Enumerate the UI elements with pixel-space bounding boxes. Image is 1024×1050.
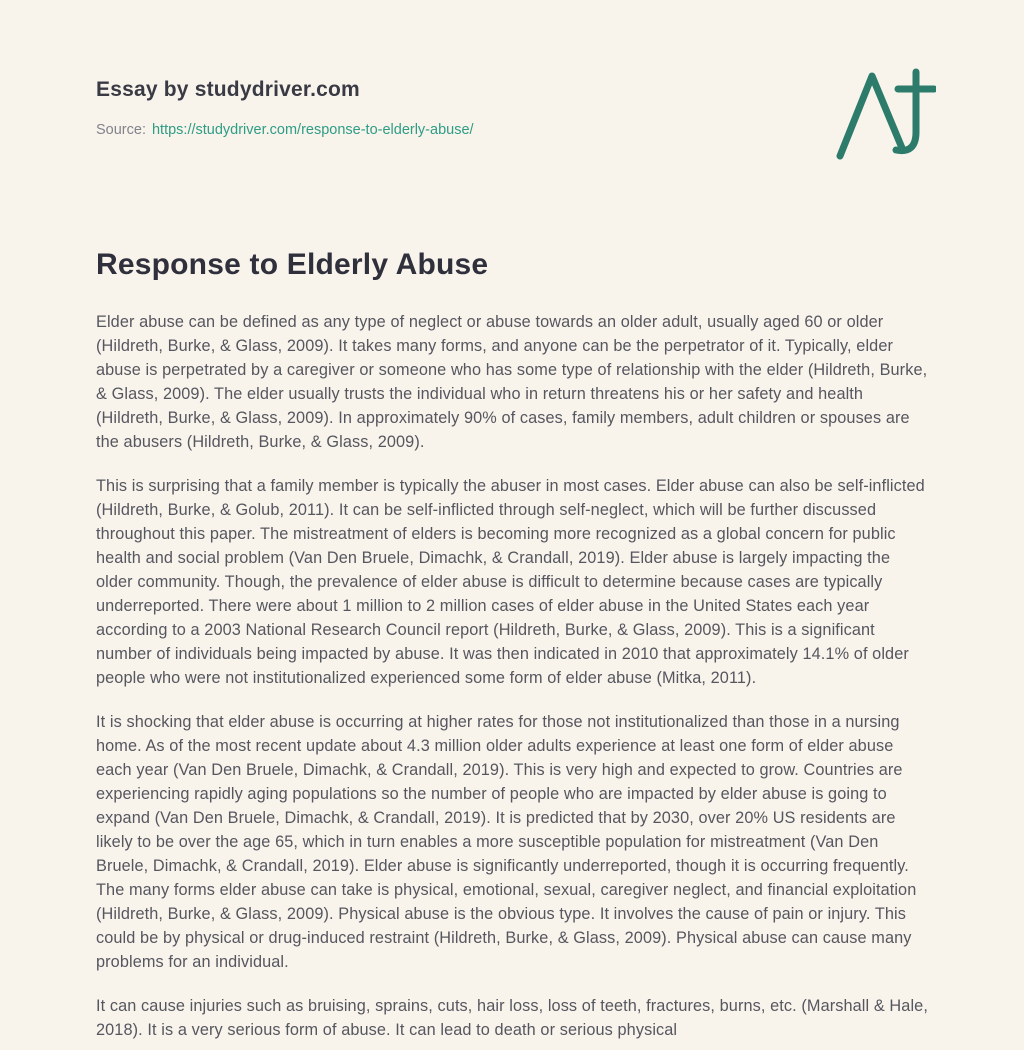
essay-paragraph-3: It is shocking that elder abuse is occurring at higher rates for those not institutionalized than those in a nursing home. As of the most recent update about 4.3 million older adults experience at least one form of elder abuse each year (Van Den Bruele, Dimachk, & Crandall, 2019). This is very high and expected to grow. Countries are experiencing rapidly aging populations so the number of people who are impacted by elder abuse is going to expand (Van Den Bruele, Dimachk, & Crandall, 2019). It is predicted that by 2030, over 20% US residents are likely to be over the age 65, which in turn enables a more susceptible population for mistreatment (Van Den Bruele, Dimachk, & Crandall, 2019). Elder abuse is significantly underreported, though it is occurring frequently. The many forms elder abuse can take is physical, emotional, sexual, caregiver neglect, and financial exploitation (Hildreth, Burke, & Glass, 2009). Physical abuse is the obvious type. It involves the cause of pain or injury. This could be by physical or drug-induced restraint (Hildreth, Burke, & Glass, 2009). Physical abuse can cause many problems for an individual. (96, 713, 917, 971)
source-label: Source: (96, 122, 146, 138)
essay-byline: Essay by studydriver.com (96, 78, 360, 101)
source-line (96, 122, 928, 138)
essay-paragraph-4: It can cause injuries such as bruising, sprains, cuts, hair loss, loss of teeth, fractures, burns, etc. (Marshall & Hale, 2018). It is a very serious form of abuse. It can lead to death or serious physical (96, 997, 928, 1039)
studydriver-logo[interactable] (826, 64, 936, 164)
essay-paragraph-2: This is surprising that a family member is typically the abuser in most cases. Elder abuse can also be self-inflicted (Hildreth, Burke, & Golub, 2011). It can be self-inflicted through self-neglect, which will be further discussed throughout this paper. The mistreatment of elders is becoming more recognized as a global concern for public health and social problem (Van Den Bruele, Dimachk, & Crandall, 2019). Elder abuse is largely impacting the older community. Though, the prevalence of elder abuse is difficult to determine because cases are typically underreported. There were about 1 million to 2 million cases of elder abuse in the United States each year according to a 2003 National Research Council report (Hildreth, Burke, & Glass, 2009). This is a significant number of individuals being impacted by abuse. It was then indicated in 2010 that approximately 14.1% of older people who were not institutionalized experienced some form of elder abuse (Mitka, 2011). (96, 477, 925, 687)
article-body (96, 310, 928, 1042)
essay-paragraph-1: Elder abuse can be defined as any type of neglect or abuse towards an older adult, usually aged 60 or older (Hildreth, Burke, & Glass, 2009). It takes many forms, and anyone can be the perpetrator of it. Typically, elder abuse is perpetrated by a caregiver or someone who has some type of relationship with the elder (Hildreth, Burke, & Glass, 2009). The elder usually trusts the individual who in return threatens his or her safety and health (Hildreth, Burke, & Glass, 2009). In approximately 90% of cases, family members, adult children or spouses are the abusers (Hildreth, Burke, & Glass, 2009). (96, 313, 928, 451)
studydriver-logo-icon (826, 64, 936, 164)
source-url-link[interactable]: https://studydriver.com/response-to-elderly-abuse/ (151, 122, 474, 138)
page-title: Response to Elderly Abuse (96, 248, 489, 281)
